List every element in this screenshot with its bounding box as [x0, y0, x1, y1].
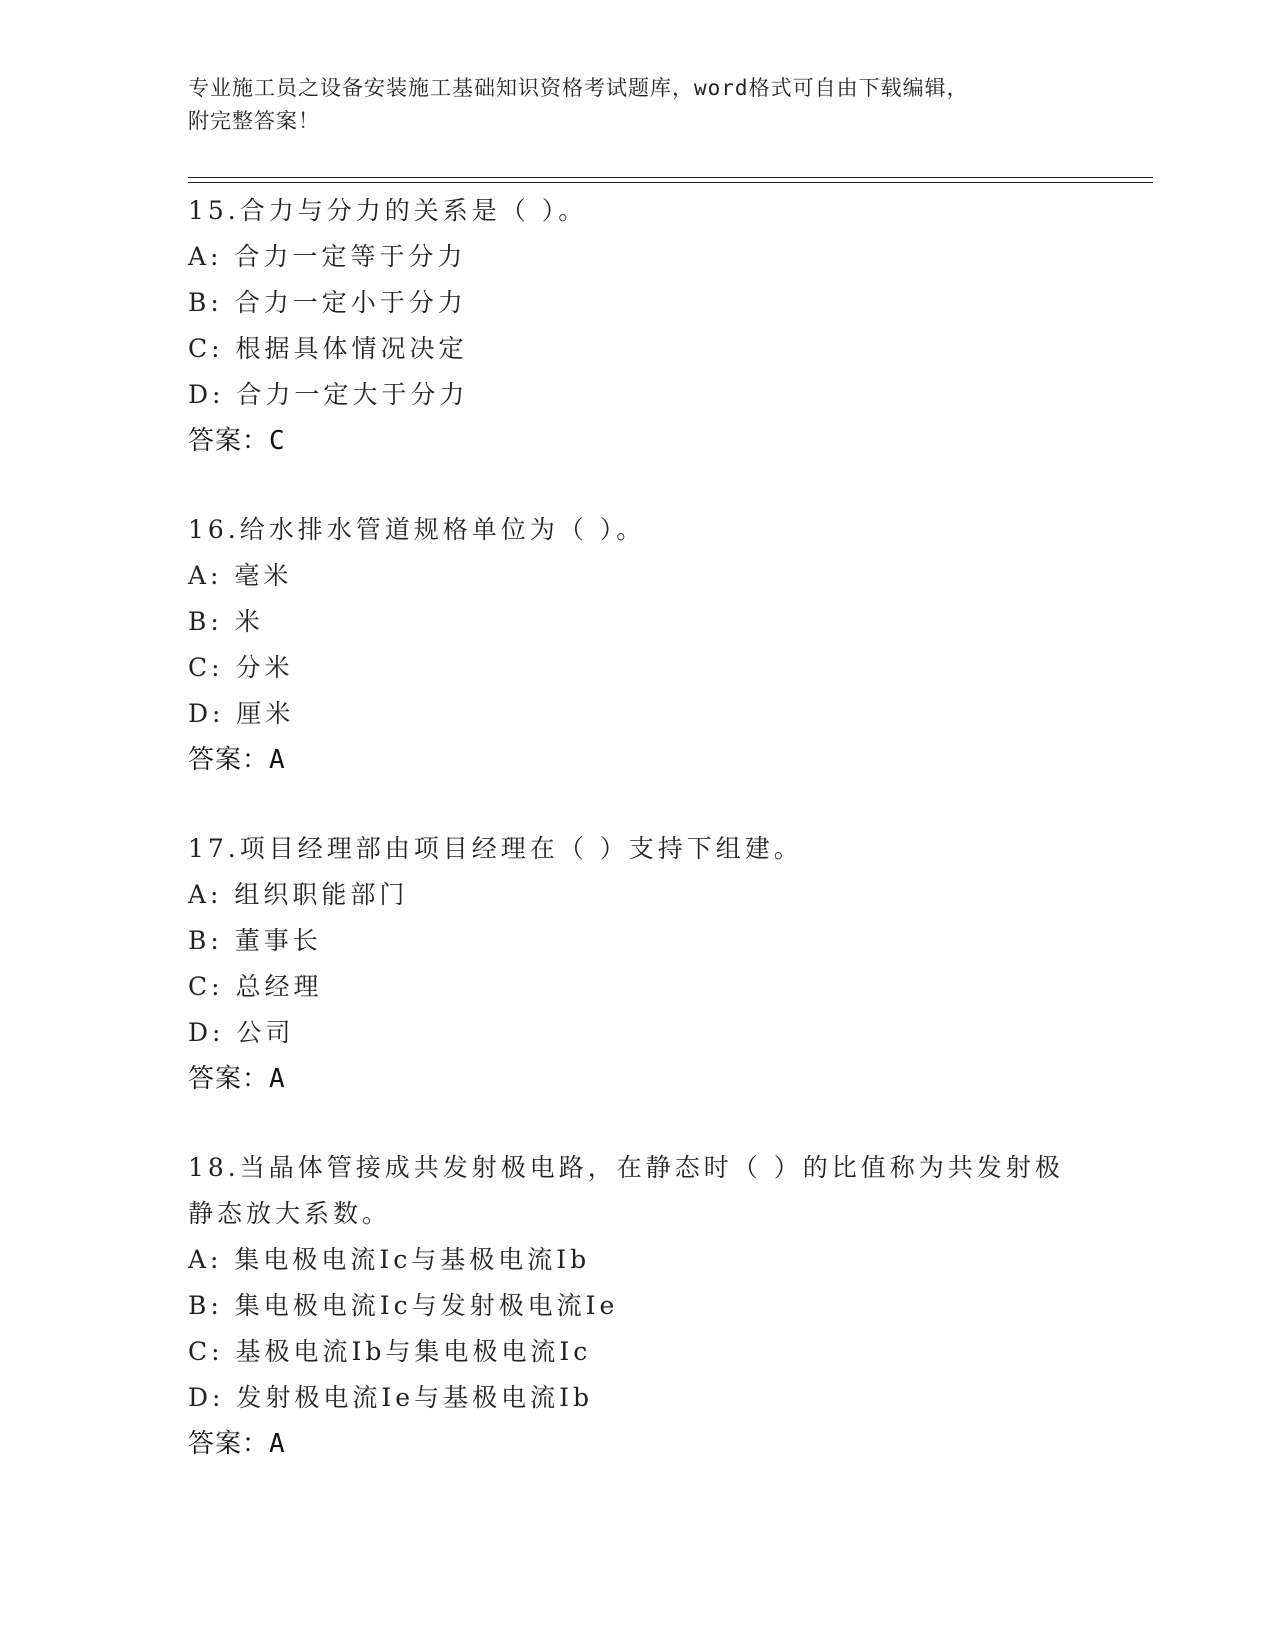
answer-line: 答案：A: [188, 745, 286, 775]
answer-line: 答案：A: [188, 1429, 286, 1459]
header-divider-bottom: [188, 182, 1153, 183]
option-c: C: 基极电流Ib与集电极电流Ic: [188, 1337, 592, 1366]
question-stem: 16.给水排水管道规格单位为（ ）。: [188, 515, 646, 544]
option-c: C: 总经理: [188, 972, 323, 1001]
option-b: B: 董事长: [188, 926, 322, 955]
question-18: [188, 1145, 1088, 1467]
answer-line: 答案：C: [188, 426, 286, 456]
option-d: D: 公司: [188, 1018, 295, 1047]
option-b: B: 集电极电流Ic与发射极电流Ie: [188, 1291, 619, 1320]
option-a: A: 组织职能部门: [188, 880, 409, 909]
question-15: [188, 188, 1088, 464]
question-stem-line-2: 静态放大系数。: [188, 1199, 392, 1228]
option-b: B: 米: [188, 607, 264, 636]
question-stem: 17.项目经理部由项目经理在（ ）支持下组建。: [188, 834, 803, 863]
option-b: B: 合力一定小于分力: [188, 288, 467, 317]
question-stem-line-1: 18.当晶体管接成共发射极电路，在静态时（ ）的比值称为共发射极: [188, 1153, 1064, 1182]
question-stem: 15.合力与分力的关系是（ ）。: [188, 196, 588, 225]
option-d: D: 厘米: [188, 699, 295, 728]
document-header: [188, 72, 1068, 138]
header-line-1: 专业施工员之设备安装施工基础知识资格考试题库，word格式可自由下载编辑，: [188, 76, 969, 100]
option-a: A: 合力一定等于分力: [188, 242, 467, 271]
option-a: A: 集电极电流Ic与基极电流Ib: [188, 1245, 591, 1274]
option-d: D: 发射极电流Ie与基极电流Ib: [188, 1383, 593, 1412]
question-16: [188, 507, 1088, 783]
option-d: D: 合力一定大于分力: [188, 380, 469, 409]
question-17: [188, 826, 1088, 1102]
answer-line: 答案：A: [188, 1064, 286, 1094]
option-a: A: 毫米: [188, 561, 293, 590]
header-line-2: 附完整答案！: [188, 109, 320, 133]
header-divider-top: [188, 177, 1153, 178]
option-c: C: 根据具体情况决定: [188, 334, 468, 363]
option-c: C: 分米: [188, 653, 294, 682]
